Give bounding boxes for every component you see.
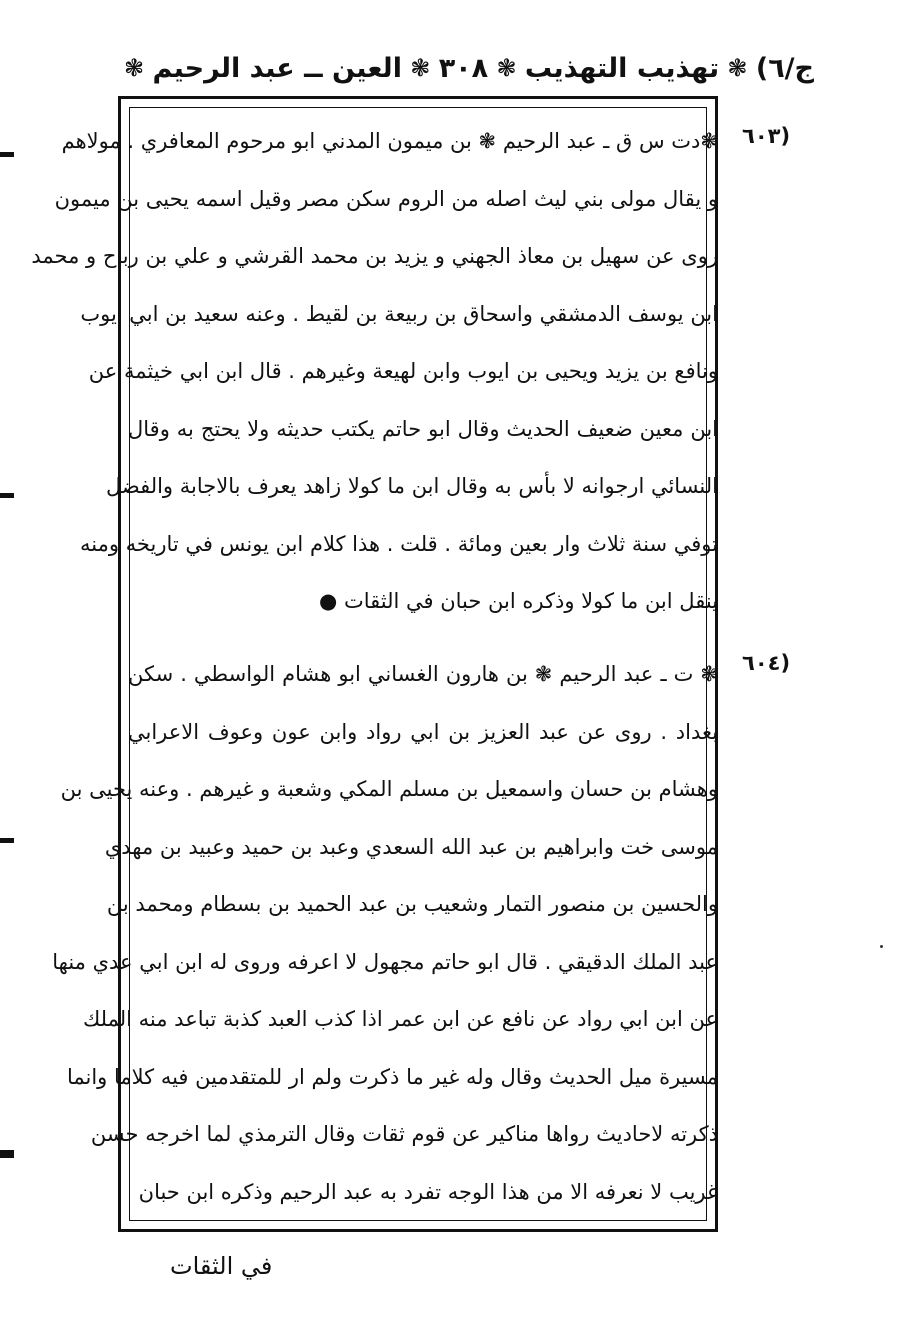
text-line: ينقل ابن ما كولا وذكره ابن حبان في الثقات ● — [318, 589, 718, 613]
text-line: ونافع بن يزيد ويحيى بن ايوب وابن لهيعة وغيرهم . قال ابن ابي خيثمة عن — [88, 359, 718, 383]
text-line: النسائي ارجوانه لا بأس به وقال ابن ما كولا زاهد يعرف بالاجابة والفضل — [105, 474, 718, 498]
header-section-title: العين ــ عبد الرحيم — [152, 52, 402, 84]
entry-604-text — [52, 646, 718, 1221]
text-line: غريب لا نعرفه الا من هذا الوجه تفرد به عبد الرحيم وذكره ابن حبان — [138, 1179, 718, 1204]
ornament-icon: ❃ — [124, 54, 145, 82]
ornament-icon: ❃ — [496, 54, 517, 82]
text-line: عبد الملك الدقيقي . قال ابو حاتم مجهول لا اعرفه وروى له ابن ابي عدي منها — [52, 949, 718, 974]
text-line: وهشام بن حسان واسمعيل بن مسلم المكي وشعبة و غيرهم . وعنه يحيى بن — [60, 777, 718, 801]
binding-mark — [0, 152, 14, 157]
text-line: والحسين بن منصور التمار وشعيب بن عبد الحميد بن بسطام ومحمد بن — [106, 892, 718, 916]
entry-603-text — [31, 113, 718, 631]
text-line: ذكرته لاحاديث رواها مناكير عن قوم ثقات وقال الترمذي لما اخرجه حسن — [90, 1122, 718, 1146]
text-line: عن ابن ابي رواد عن نافع عن ابن عمر اذا كذب العبد كذبة تباعد منه الملك — [82, 1007, 718, 1031]
text-line: روى عن سهيل بن معاذ الجهني و يزيد بن محمد القرشي و علي بن رباح و محمد — [31, 244, 718, 268]
text-line: مسيرة ميل الحديث وقال وله غير ما ذكرت ولم ار للمتقدمين فيه كلاما وانما — [66, 1064, 718, 1089]
binding-mark — [0, 838, 14, 843]
speck — [880, 945, 883, 948]
header-volume: ج/٦) — [755, 52, 814, 84]
header-page-number: ٣٠٨ — [438, 52, 489, 84]
text-line: ❃دت س ق ـ عبد الرحيم ❃ بن ميمون المدني ابو مرحوم المعافري . مولاهم — [61, 129, 718, 153]
page-header — [118, 44, 814, 92]
text-line: موسى خت وابراهيم بن عبد الله السعدي وعبد بن حميد وعبيد بن مهدي — [104, 834, 718, 859]
entry-number-603: (٦٠٣ — [742, 124, 791, 148]
ornament-icon: ❃ — [727, 54, 748, 82]
text-line: ابن معين ضعيف الحديث وقال ابو حاتم يكتب حديثه ولا يحتج به وقال — [128, 416, 718, 441]
text-line: ابن يوسف الدمشقي واسحاق بن ربيعة بن لقيط . وعنه سعيد بن ابي ايوب — [80, 301, 718, 326]
text-line: و يقال مولى بني ليث اصله من الروم سكن مصر وقيل اسمه يحيى بن ميمون — [54, 186, 718, 211]
entry-number-604: (٦٠٤ — [742, 651, 791, 675]
text-line: بغداد . روى عن عبد العزيز بن ابي رواد وابن عون وعوف الاعرابي — [128, 719, 718, 744]
binding-mark — [0, 1150, 14, 1158]
header-book-title: تهذيب التهذيب — [524, 52, 720, 84]
ornament-icon: ❃ — [410, 54, 431, 82]
text-line: توفي سنة ثلاث وار بعين ومائة . قلت . هذا كلام ابن يونس في تاريخه ومنه — [80, 531, 718, 556]
catchword: في الثقات — [170, 1252, 273, 1280]
text-line: ❃ ت ـ عبد الرحيم ❃ بن هارون الغساني ابو هشام الواسطي . سكن — [128, 662, 718, 686]
binding-mark — [0, 493, 14, 498]
